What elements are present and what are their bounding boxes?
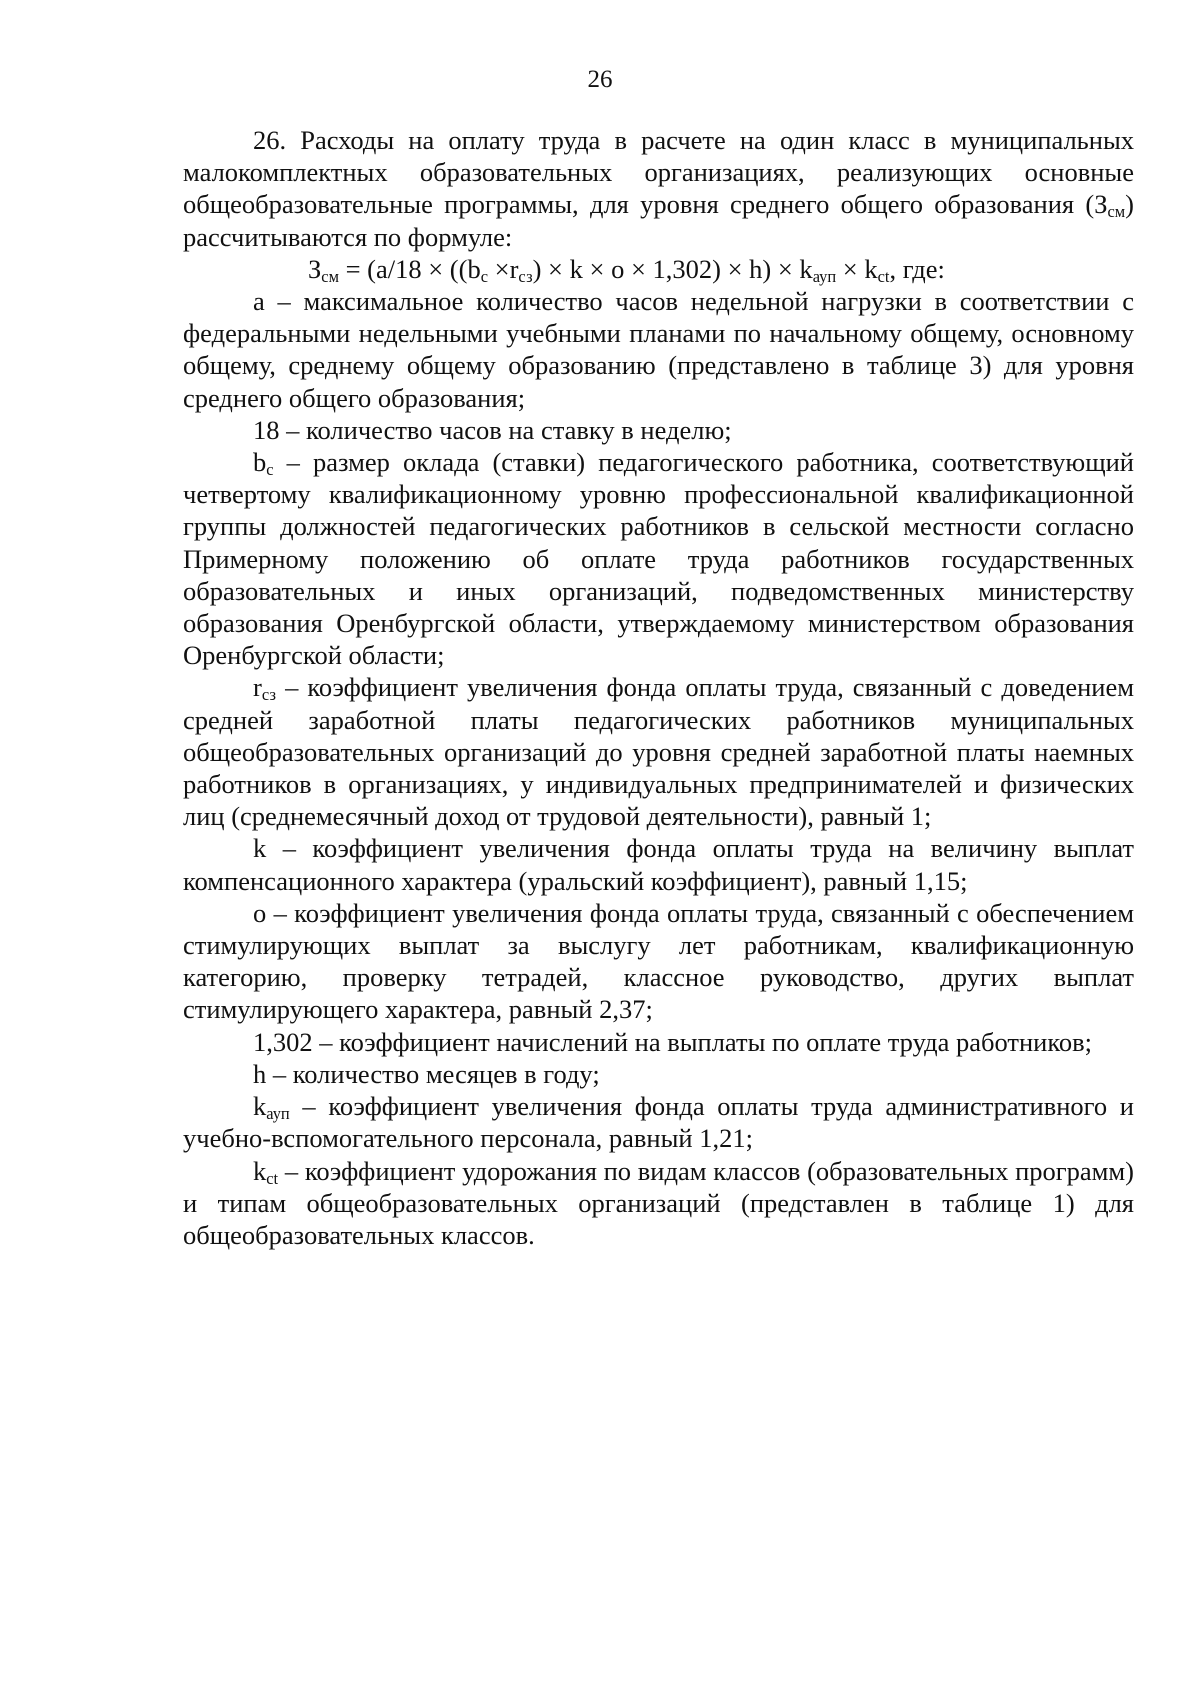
- intro-text-end: ) рассчитываются по формуле:: [183, 189, 1134, 252]
- intro-subscript: см: [1107, 202, 1126, 222]
- symbol-r: r: [253, 672, 262, 703]
- formula-part: × k: [836, 253, 878, 284]
- symbol-kaup-subscript: ауп: [266, 1104, 290, 1124]
- formula-part: ×r: [488, 253, 519, 284]
- formula-b-subscript: с: [480, 266, 489, 286]
- formula-part: = (а/18 × ((b: [338, 253, 481, 284]
- symbol-b: b: [253, 447, 267, 478]
- symbol-kaup: k: [253, 1091, 267, 1122]
- formula-z: З: [308, 253, 322, 284]
- paragraph-b: [183, 446, 1134, 671]
- paragraph-k: k – коэффициент увеличения фонда оплаты труда на величину выплат компенсационного характера (уральский коэффициент), равный 1,15;: [183, 833, 1134, 896]
- symbol-r-subscript: сз: [261, 685, 277, 705]
- paragraph-r-text: – коэффициент увеличения фонда оплаты труда, связанный с доведением средней заработной платы педагогических работников муниципальных общеобразовательных организаций до уровня средней заработной платы наемных работников в организациях, у индивидуальных предпринимателей и физических лиц (среднемесячный доход от трудовой деятельности), равный 1;: [183, 672, 1134, 832]
- formula-part: ) × k × o × 1,302) × h) × k: [532, 253, 813, 284]
- paragraph-r: [183, 671, 1134, 832]
- paragraph-intro: [183, 124, 1134, 253]
- formula-kct-subscript: ct: [877, 266, 890, 286]
- paragraph-h: h – количество месяцев в году;: [253, 1058, 600, 1089]
- symbol-kct-subscript: ct: [266, 1168, 279, 1188]
- symbol-kct: k: [253, 1155, 267, 1186]
- paragraph-kct: [183, 1155, 1134, 1252]
- page-number: 26: [587, 66, 613, 93]
- paragraph-hours: 18 – количество часов на ставку в неделю;: [253, 414, 732, 445]
- formula-kaup-subscript: ауп: [812, 266, 837, 286]
- formula-part: , где:: [889, 253, 945, 284]
- formula-z-subscript: см: [321, 266, 339, 286]
- paragraph-b-text: – размер оклада (ставки) педагогического работника, соответствующий четвертому квалификационному уровню профессиональной квалификационной группы должностей педагогических работников в сельской местности согласно Примерному положению об оплате труда работников государственных образовательных и иных организаций, подведомственных министерству образования Оренбургской области, утверждаемому министерством образования Оренбургской области;: [183, 447, 1134, 671]
- formula: [183, 253, 1134, 285]
- document-body: [183, 124, 1134, 1251]
- formula-r-subscript: сз: [518, 266, 533, 286]
- paragraph-kaup-text: – коэффициент увеличения фонда оплаты труда административного и учебно-вспомогательного персонала, равный 1,21;: [183, 1091, 1134, 1154]
- paragraph-a: а – максимальное количество часов недельной нагрузки в соответствии с федеральными недельными учебными планами по начальному общему, основному общему, среднему общему образованию (представлено в таблице 3) для уровня среднего общего образования;: [183, 286, 1134, 413]
- paragraph-o: o – коэффициент увеличения фонда оплаты труда, связанный с обеспечением стимулирующих выплат за выслугу лет работникам, квалификационную категорию, проверку тетрадей, классное руководство, других выплат стимулирующего характера, равный 2,37;: [183, 897, 1134, 1025]
- paragraph-accrual: 1,302 – коэффициент начислений на выплаты по оплате труда работников;: [253, 1026, 1093, 1057]
- symbol-b-subscript: с: [266, 460, 274, 480]
- paragraph-kct-text: – коэффициент удорожания по видам классов (образовательных программ) и типам общеобразовательных организаций (представлен в таблице 1) для общеобразовательных классов.: [183, 1155, 1134, 1250]
- intro-text: 26. Расходы на оплату труда в расчете на один класс в муниципальных малокомплектных образовательных организациях, реализующих основные общеобразовательные программы, для уровня среднего общего образования (З: [183, 125, 1134, 220]
- paragraph-kaup: [183, 1090, 1134, 1154]
